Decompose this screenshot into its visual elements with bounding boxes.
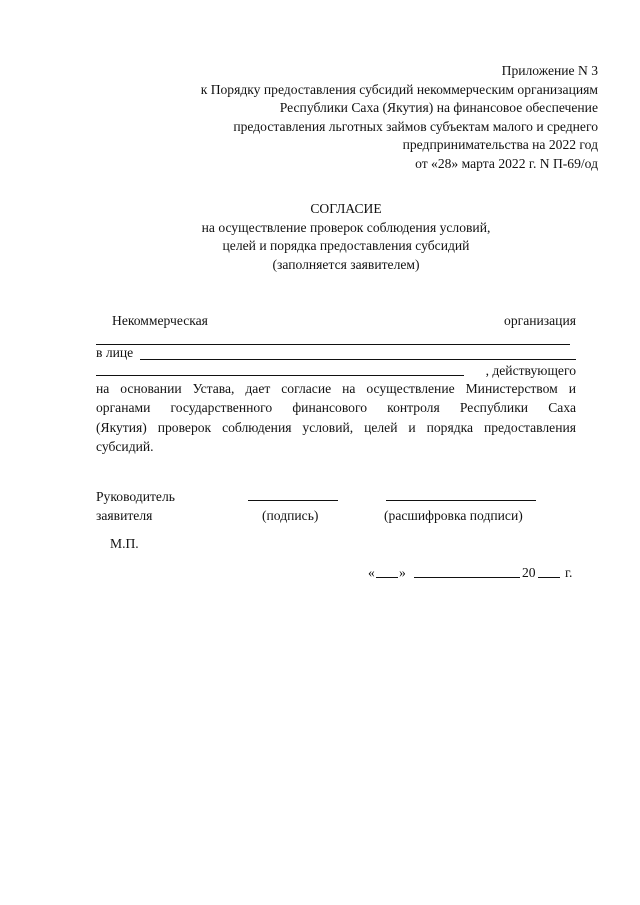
annex-line: предпринимательства на 2022 год bbox=[402, 137, 598, 153]
date-quote-close: » bbox=[399, 565, 406, 580]
document-title bbox=[96, 200, 596, 274]
annex-header bbox=[118, 62, 598, 174]
org-label-right: организация bbox=[504, 313, 576, 328]
org-name-field[interactable] bbox=[96, 344, 570, 345]
date-month-field[interactable] bbox=[414, 577, 520, 578]
date-year-prefix: 20 bbox=[522, 565, 536, 580]
date-year-suffix: г. bbox=[565, 565, 573, 580]
annex-line: предоставления льготных займов субъектам малого и среднего bbox=[233, 118, 598, 134]
date-day-field[interactable] bbox=[376, 577, 398, 578]
paragraph-line: на основании Устава, дает согласие на осуществление Министерством и bbox=[96, 381, 576, 396]
acting-label: , действующего bbox=[485, 363, 576, 378]
signature-decoding-caption: (расшифровка подписи) bbox=[384, 508, 523, 523]
annex-line: к Порядку предоставления субсидий некоммерческим организациям bbox=[200, 81, 598, 97]
title-heading: СОГЛАСИЕ bbox=[310, 201, 382, 216]
title-line: целей и порядка предоставления субсидий bbox=[222, 238, 470, 254]
head-label-line2: заявителя bbox=[96, 508, 153, 523]
paragraph-line: органами государственного финансового контроля Республики Саха bbox=[96, 400, 576, 416]
paragraph-line: (Якутия) проверок соблюдения условий, целей и порядка предоставления bbox=[96, 419, 576, 435]
head-label-line1: Руководитель bbox=[96, 489, 175, 504]
date-line bbox=[368, 563, 578, 582]
org-label-left: Некоммерческая bbox=[112, 313, 208, 328]
signature-decoding-field[interactable] bbox=[386, 500, 536, 501]
paragraph-line: субсидий. bbox=[96, 438, 154, 454]
consent-paragraph bbox=[96, 379, 576, 456]
representative-position-field[interactable] bbox=[96, 375, 464, 376]
in-person-label: в лице bbox=[96, 345, 134, 360]
seal-label: М.П. bbox=[110, 536, 139, 551]
annex-line: Республики Саха (Якутия) на финансовое обеспечение bbox=[279, 100, 598, 116]
title-note: (заполняется заявителем) bbox=[272, 256, 420, 272]
date-quote-open: « bbox=[368, 565, 375, 580]
annex-line: Приложение N 3 bbox=[501, 63, 598, 78]
title-line: на осуществление проверок соблюдения условий, bbox=[201, 219, 491, 235]
representative-field[interactable] bbox=[140, 359, 576, 360]
annex-line: от «28» марта 2022 г. N П-69/од bbox=[415, 155, 598, 171]
date-year-field[interactable] bbox=[538, 577, 560, 578]
signature-caption: (подпись) bbox=[262, 508, 319, 523]
signature-field[interactable] bbox=[248, 500, 338, 501]
